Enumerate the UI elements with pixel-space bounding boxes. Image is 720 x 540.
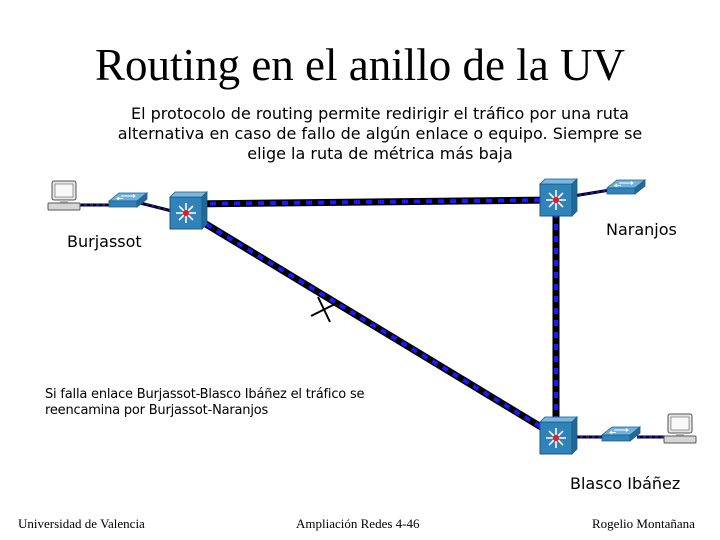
footer-course: Ampliación Redes 4-46 [296,516,420,531]
node-label-naranjos: Naranjos [606,220,677,239]
switch-blasco-icon [602,427,640,441]
link-burjassot-naranjos [186,200,556,204]
switch-naranjos-icon [607,180,645,194]
slide-title: Routing en el anillo de la UV [95,40,625,90]
node-label-blasco: Blasco Ibáñez [570,474,681,493]
router-naranjos-icon [540,179,577,216]
node-label-burjassot: Burjassot [67,232,142,251]
footer-author: Rogelio Montañana [592,516,695,531]
router-blasco-icon [540,417,577,454]
failure-note: Si falla enlace Burjassot-Blasco Ibáñez el tráfico se reencamina por Burjassot-Naranjos [45,387,365,418]
footer-university: Universidad de Valencia [18,516,145,531]
slide-subtitle: El protocolo de routing permite redirigir el tráfico por una ruta alternativa en caso de fallo de algún enlace o equipo. Siempre se elige la ruta de métrica más baja [117,104,643,163]
pc-blasco-icon [664,414,696,443]
pc-burjassot-icon [48,181,80,210]
router-burjassot-icon [170,192,207,229]
switch-burjassot-icon [109,193,147,207]
